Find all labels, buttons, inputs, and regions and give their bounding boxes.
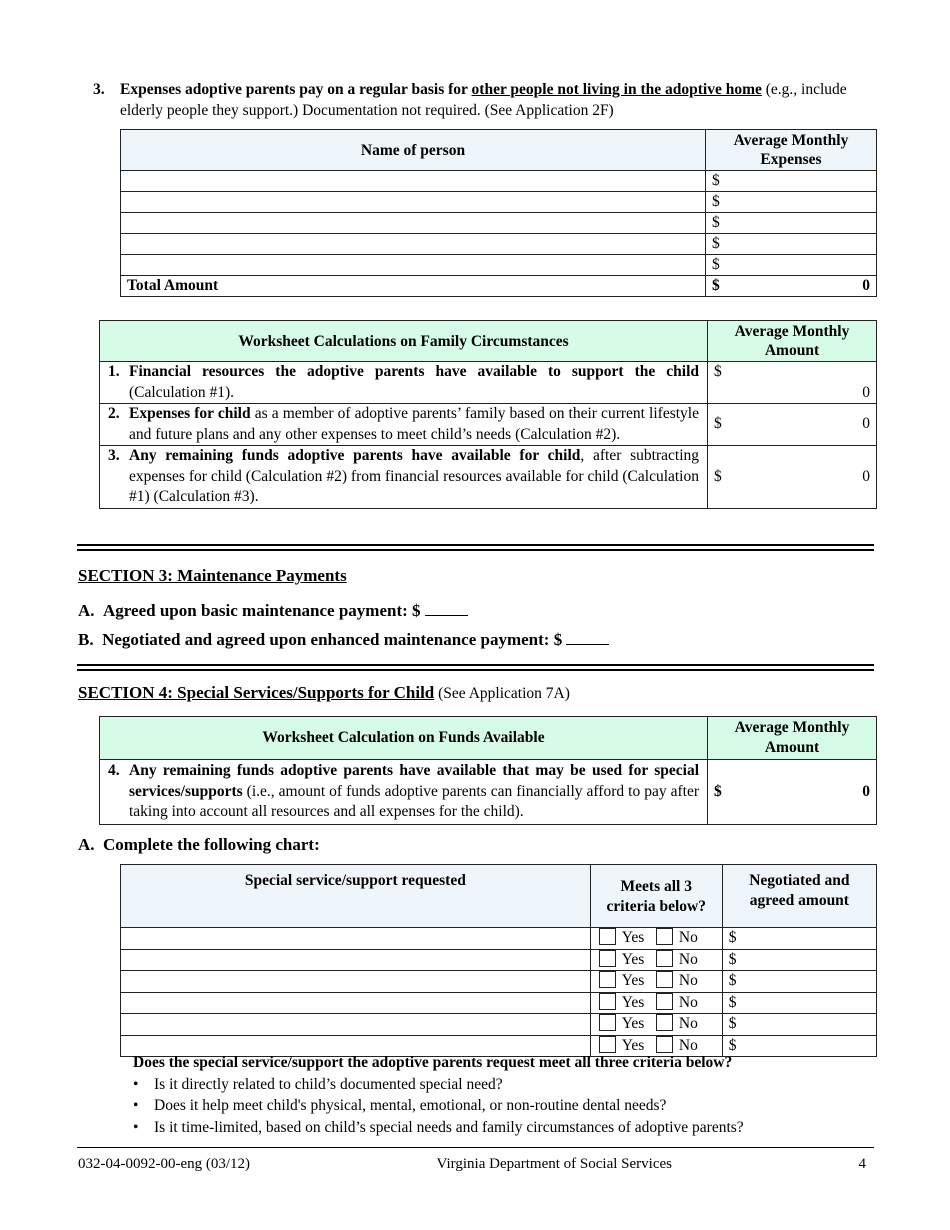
section-4-title-suffix: (See Application 7A) bbox=[434, 685, 570, 702]
calc-amount[interactable] bbox=[708, 404, 877, 446]
yes-checkbox[interactable] bbox=[599, 993, 616, 1010]
criteria-cell bbox=[590, 971, 722, 993]
expense-amount-field[interactable] bbox=[706, 213, 877, 234]
calc-bold-text: Financial resources the adoptive parents have available to support the child bbox=[129, 363, 699, 380]
table-row bbox=[121, 234, 877, 255]
calc-bold-text: Expenses for child bbox=[129, 405, 251, 422]
enhanced-maintenance-input[interactable] bbox=[566, 628, 609, 645]
table-row bbox=[121, 1014, 877, 1036]
section-3-title-text: SECTION 3: Maintenance Payments bbox=[78, 566, 347, 585]
yes-checkbox[interactable] bbox=[599, 928, 616, 945]
item-3-underlined-text: other people not living in the adoptive home bbox=[471, 81, 762, 98]
no-label: No bbox=[678, 929, 698, 947]
expense-amount-field[interactable] bbox=[706, 234, 877, 255]
list-item: • Is it time-limited, based on child’s special needs and family circumstances of adoptive parents? bbox=[132, 1117, 853, 1139]
calc-description bbox=[100, 446, 708, 509]
calc-value: 0 bbox=[862, 383, 870, 401]
form-id: 032-04-0092-00-eng (03/12) bbox=[78, 1156, 251, 1172]
criteria-cell bbox=[590, 928, 722, 950]
table-row bbox=[100, 404, 877, 446]
page-footer bbox=[78, 1156, 866, 1173]
no-label: No bbox=[678, 950, 698, 968]
currency-symbol: $ bbox=[714, 363, 722, 380]
table-row bbox=[121, 171, 877, 192]
yes-label: Yes bbox=[621, 950, 645, 968]
basic-maintenance-label: Agreed upon basic maintenance payment: $ bbox=[103, 601, 421, 620]
table-row bbox=[121, 992, 877, 1014]
currency-symbol: $ bbox=[712, 277, 720, 294]
item-number: 3. bbox=[93, 81, 105, 98]
negotiated-amount-field[interactable] bbox=[722, 928, 876, 950]
yes-checkbox[interactable] bbox=[599, 950, 616, 967]
page-number: 4 bbox=[858, 1156, 866, 1172]
enhanced-maintenance-label: Negotiated and agreed upon enhanced maintenance payment: $ bbox=[102, 630, 563, 649]
currency-symbol: $ bbox=[712, 172, 720, 189]
criteria-list bbox=[133, 1074, 853, 1139]
item-label: A. bbox=[78, 835, 95, 854]
calc-normal-text: as a member of adoptive parents’ family based on their current lifestyle and future plans and any other expenses to meet child’s needs (Calculation #2). bbox=[129, 405, 699, 443]
total-row bbox=[121, 276, 877, 297]
item-3-normal-text: (e.g., include elderly people they support.) Documentation not required. (See Application 2F) bbox=[120, 81, 847, 119]
basic-maintenance-line bbox=[78, 599, 468, 621]
person-name-field[interactable] bbox=[121, 234, 706, 255]
currency-symbol: $ bbox=[712, 193, 720, 210]
no-checkbox[interactable] bbox=[656, 971, 673, 988]
calc-value: 0 bbox=[862, 782, 870, 800]
section-3-title bbox=[78, 566, 347, 586]
person-name-field[interactable] bbox=[121, 171, 706, 192]
chart-instructions-text: Complete the following chart: bbox=[103, 835, 320, 854]
footer-divider bbox=[77, 1147, 874, 1148]
no-label: No bbox=[678, 1015, 698, 1033]
criteria-question: Does the special service/support the adoptive parents request meet all three criteria below? bbox=[133, 1054, 733, 1071]
yes-checkbox[interactable] bbox=[599, 1014, 616, 1031]
basic-maintenance-input[interactable] bbox=[425, 599, 468, 616]
calc-amount[interactable] bbox=[708, 446, 877, 509]
calc-normal-text: (i.e., amount of funds adoptive parents can financially afford to pay after taking into account all resources and all expenses for the child). bbox=[129, 782, 699, 820]
currency-symbol: $ bbox=[728, 972, 737, 990]
list-item: • Is it directly related to child’s documented special need? bbox=[132, 1074, 853, 1096]
col-name-of-person: Name of person bbox=[121, 130, 706, 171]
section-divider bbox=[77, 664, 874, 671]
col-average-monthly-amount: Average Monthly Amount bbox=[708, 717, 877, 760]
person-name-field[interactable] bbox=[121, 255, 706, 276]
row-number: 2. bbox=[108, 405, 120, 422]
currency-symbol: $ bbox=[712, 256, 720, 273]
total-label: Total Amount bbox=[121, 276, 706, 297]
col-meets-criteria: Meets all 3 criteria below? bbox=[590, 865, 722, 928]
other-persons-expenses-table bbox=[120, 129, 877, 297]
yes-checkbox[interactable] bbox=[599, 1036, 616, 1053]
expense-amount-field[interactable] bbox=[706, 171, 877, 192]
table-row bbox=[121, 192, 877, 213]
no-checkbox[interactable] bbox=[656, 928, 673, 945]
calc-normal-text: , after subtracting expenses for child (Calculation #2) from financial resources available for child (Calculation #1) (Calculation #3). bbox=[129, 447, 700, 505]
special-services-table bbox=[120, 864, 877, 1057]
table-row bbox=[100, 362, 877, 404]
currency-symbol: $ bbox=[728, 950, 737, 968]
chart-instructions bbox=[78, 835, 320, 855]
table-row bbox=[100, 446, 877, 509]
negotiated-amount-field[interactable] bbox=[722, 949, 876, 971]
currency-symbol: $ bbox=[712, 235, 720, 252]
no-label: No bbox=[678, 1036, 698, 1054]
expense-amount-field[interactable] bbox=[706, 255, 877, 276]
enhanced-maintenance-line bbox=[78, 628, 609, 650]
yes-label: Yes bbox=[621, 993, 645, 1011]
calc-amount[interactable] bbox=[708, 760, 877, 825]
col-average-monthly-expenses: Average Monthly Expenses bbox=[706, 130, 877, 171]
row-number: 4. bbox=[108, 762, 120, 779]
calc-bold-text: Any remaining funds adoptive parents have available that may be used for special services/supports bbox=[129, 762, 699, 800]
currency-symbol: $ bbox=[728, 929, 737, 947]
no-checkbox[interactable] bbox=[656, 950, 673, 967]
total-value: 0 bbox=[862, 277, 870, 294]
col-special-service: Special service/support requested bbox=[121, 865, 591, 928]
criteria-cell bbox=[590, 949, 722, 971]
section-divider bbox=[77, 544, 874, 551]
table-row bbox=[121, 949, 877, 971]
yes-label: Yes bbox=[621, 929, 645, 947]
currency-symbol: $ bbox=[728, 993, 737, 1011]
agency-name: Virginia Department of Social Services bbox=[436, 1156, 672, 1172]
table-row bbox=[121, 971, 877, 993]
calc-value: 0 bbox=[862, 467, 870, 485]
no-checkbox[interactable] bbox=[656, 1014, 673, 1031]
no-label: No bbox=[678, 993, 698, 1011]
service-name-field[interactable] bbox=[121, 949, 591, 971]
person-name-field[interactable] bbox=[121, 192, 706, 213]
family-circumstances-worksheet bbox=[99, 320, 877, 509]
yes-label: Yes bbox=[621, 972, 645, 990]
calc-normal-text: (Calculation #1). bbox=[129, 383, 235, 401]
item-label: A. bbox=[78, 601, 95, 620]
currency-symbol: $ bbox=[728, 1015, 737, 1033]
item-3-instructions bbox=[93, 79, 883, 121]
col-worksheet-description: Worksheet Calculation on Funds Available bbox=[100, 717, 708, 760]
calc-description bbox=[100, 404, 708, 446]
table-row bbox=[100, 760, 877, 825]
no-checkbox[interactable] bbox=[656, 993, 673, 1010]
criteria-cell bbox=[590, 992, 722, 1014]
service-name-field[interactable] bbox=[121, 928, 591, 950]
currency-symbol: $ bbox=[728, 1036, 737, 1054]
currency-symbol: $ bbox=[712, 214, 720, 231]
currency-symbol: $ bbox=[714, 467, 722, 485]
col-worksheet-description: Worksheet Calculations on Family Circumstances bbox=[100, 321, 708, 362]
expense-amount-field[interactable] bbox=[706, 192, 877, 213]
criteria-section bbox=[133, 1052, 853, 1138]
col-negotiated-amount: Negotiated and agreed amount bbox=[722, 865, 876, 928]
yes-checkbox[interactable] bbox=[599, 971, 616, 988]
calc-bold-text: Any remaining funds adoptive parents have available for child bbox=[129, 447, 581, 464]
currency-symbol: $ bbox=[714, 415, 722, 433]
calc-description bbox=[100, 760, 708, 825]
row-number: 1. bbox=[108, 363, 120, 380]
yes-label: Yes bbox=[621, 1036, 645, 1054]
section-4-title-text: SECTION 4: Special Services/Supports for Child bbox=[78, 683, 435, 702]
negotiated-amount-field[interactable] bbox=[722, 971, 876, 993]
negotiated-amount-field[interactable] bbox=[722, 1014, 876, 1036]
list-item: • Does it help meet child's physical, mental, emotional, or non-routine dental needs? bbox=[132, 1095, 853, 1117]
table-row bbox=[121, 928, 877, 950]
service-name-field[interactable] bbox=[121, 971, 591, 993]
service-name-field[interactable] bbox=[121, 992, 591, 1014]
funds-available-worksheet bbox=[99, 716, 877, 825]
criteria-cell bbox=[590, 1014, 722, 1036]
calc-value: 0 bbox=[862, 415, 870, 433]
row-number: 3. bbox=[108, 447, 120, 464]
no-checkbox[interactable] bbox=[656, 1036, 673, 1053]
item-label: B. bbox=[78, 630, 94, 649]
section-4-title bbox=[78, 683, 570, 703]
total-amount bbox=[706, 276, 877, 297]
person-name-field[interactable] bbox=[121, 213, 706, 234]
calc-description bbox=[100, 362, 708, 404]
col-average-monthly-amount: Average Monthly Amount bbox=[708, 321, 877, 362]
yes-label: Yes bbox=[621, 1015, 645, 1033]
table-row bbox=[121, 213, 877, 234]
no-label: No bbox=[678, 972, 698, 990]
table-row bbox=[121, 255, 877, 276]
negotiated-amount-field[interactable] bbox=[722, 992, 876, 1014]
item-3-bold-text: Expenses adoptive parents pay on a regular basis for bbox=[120, 81, 472, 98]
service-name-field[interactable] bbox=[121, 1014, 591, 1036]
calc-amount[interactable] bbox=[708, 362, 877, 404]
currency-symbol: $ bbox=[714, 782, 722, 800]
